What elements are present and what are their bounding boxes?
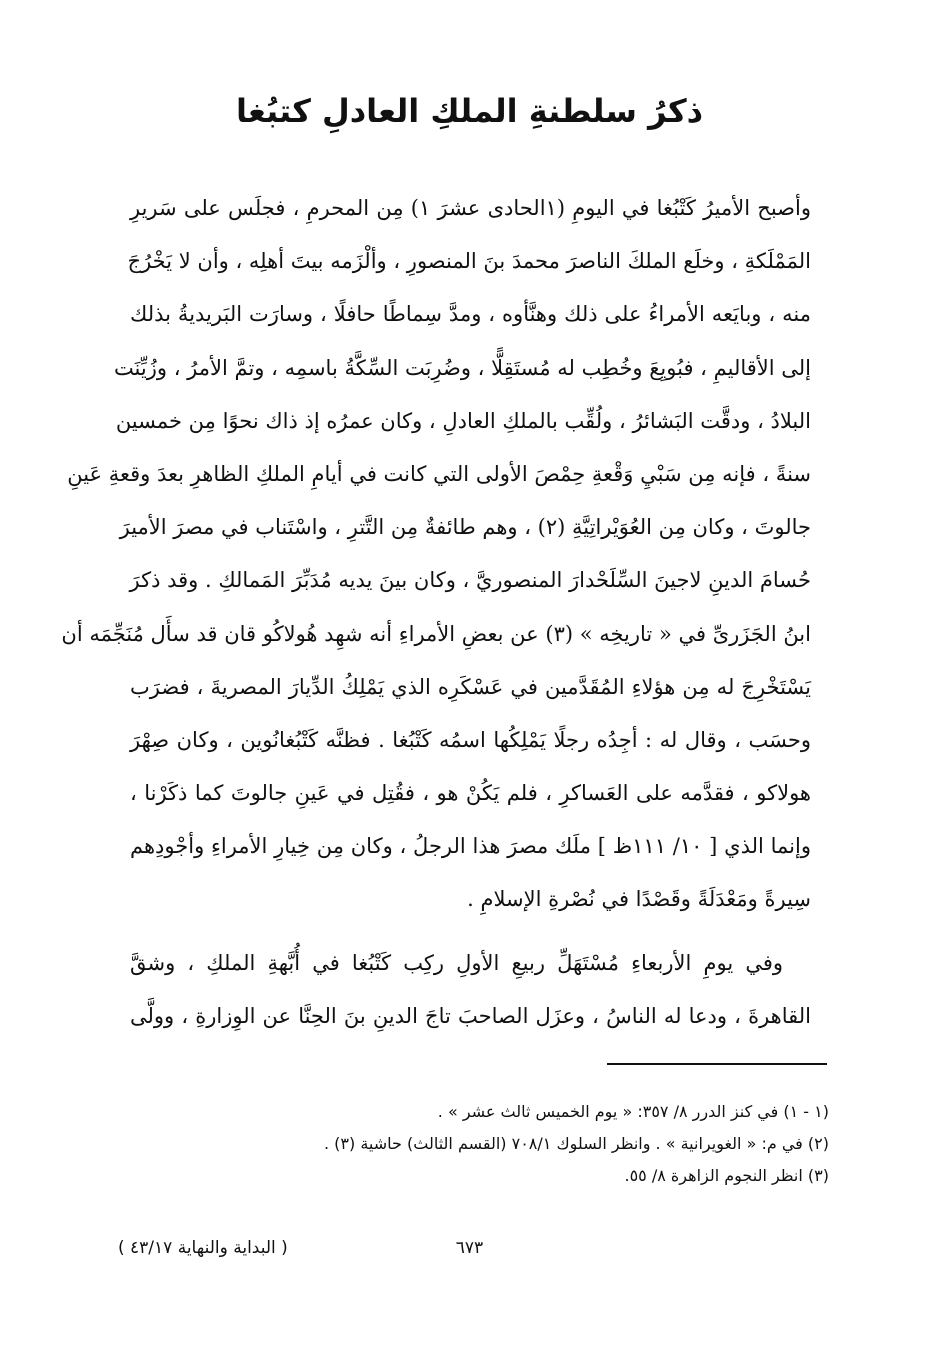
source-reference: ( البداية والنهاية ٤٣/١٧ ) <box>118 1238 288 1258</box>
footnote: (٣) انظر النجوم الزاهرة ٨/ ٥٥. <box>624 1166 829 1185</box>
text-line: المَمْلَكةِ ، وخلَع الملكَ الناصرَ محمدَ بنَ المنصورِ ، وألْزَمه بيتَ أهلِه ، وأن لا يَخْرُجَ <box>127 249 811 274</box>
text-line: القاهرةَ ، ودعا له الناسُ ، وعزَل الصاحبَ تاجَ الدينِ بنَ الحِنَّا عن الوِزارةِ ، وولَّى <box>130 1003 811 1028</box>
text-line: وإنما الذي [ ١٠/ ١١١ظ ] ملَك مصرَ هذا الرجلُ ، وكان مِن خِيارِ الأمراءِ وأجْودِهم <box>130 834 811 859</box>
main-text <box>61 182 811 1043</box>
footnotes <box>300 1096 829 1192</box>
page-footer <box>0 1238 939 1268</box>
text-line: وأصبح الأميرُ كَتْبُغا في اليومِ (١الحادى عشرَ ١) مِن المحرمِ ، فجلَس على سَريرِ <box>130 196 811 220</box>
text-line: منه ، وبايَعه الأمراءُ على ذلك وهنَّأوه ، ومدَّ سِماطًا حافلًا ، وسارَت البَريديةُ بذلك <box>130 302 811 327</box>
text-line: سنةً ، فإنه مِن سَبْيِ وَقْعةِ حِمْصَ الأولى التي كانت في أيامِ الملكِ الظاهرِ بعدَ وقعةِ عَينِ <box>67 461 811 486</box>
text-line: جالوتَ ، وكان مِن العُوَيْراتِيَّةِ (٢) ، وهم طائفةٌ مِن التَّترِ ، واسْتَناب في مصرَ الأميرَ <box>119 515 811 540</box>
text-line: هولاكو ، فقدَّمه على العَساكرِ ، فلم يَكُنْ هو ، فقُتِل في عَينِ جالوتَ كما ذكَرْنا ، <box>130 781 811 806</box>
text-line: حُسامَ الدينِ لاجينَ السِّلَحْدارَ المنصوريَّ ، وكان بينَ يديه مُدَبِّرَ المَمالكِ . وقد ذكرَ <box>129 568 811 593</box>
page-number: ٦٧٣ <box>455 1238 484 1258</box>
paragraph-2 <box>130 937 811 1043</box>
footnote: (١ - ١) في كنز الدرر ٨/ ٣٥٧: « يوم الخميس ثالث عشر » . <box>437 1102 829 1121</box>
text-line: إلى الأقاليمِ ، فبُويِعَ وخُطِب له مُستَقِلًّا ، وضُرِبَت السِّكَّةُ باسمِه ، وتمَّ الأمرُ ، وزُيِّنَت <box>113 355 811 380</box>
text-line: وفي يومِ الأربعاءِ مُسْتَهَلِّ ربيعِ الأولِ ركِب كَتْبُغا في أُبَّهةِ الملكِ ، وشقَّ <box>130 950 783 975</box>
text-line: وحسَب ، وقال له : أجِدُه رجلًا يَمْلِكُها اسمُه كَتْبُغا . فظنَّه كَتْبُغانُوين ، وكان صِهْرَ <box>130 727 811 752</box>
paragraph-1 <box>61 182 811 927</box>
paragraph-gap <box>130 927 811 937</box>
text-line: يَسْتَخْرِجَ له مِن هؤلاءِ المُقَدَّمين في عَسْكَرِه الذي يَمْلِكُ الدِّيارَ المصريةَ ، فضرَب <box>130 674 811 699</box>
footnote-separator <box>607 1063 827 1065</box>
chapter-title: ذكرُ سلطنةِ الملكِ العادلِ كتبُغا <box>235 92 704 130</box>
text-line: البلادُ ، ودقَّت البَشائرُ ، ولُقِّب بالملكِ العادلِ ، وكان عمرُه إذ ذاك نحوًا مِن خمسين <box>115 408 811 433</box>
text-line: سِيرةً ومَعْدَلَةً وقَصْدًا في نُصْرةِ الإسلامِ . <box>467 887 811 912</box>
footnote: (٢) في م: « الغويرانية » . وانظر السلوك ٧٠٨/١ (القسم الثالث) حاشية (٣) . <box>324 1134 829 1153</box>
text-line: ابنُ الجَزَرىِّ في « تاريخِه » (٣) عن بعضِ الأمراءِ أنه شهِد هُولاكُو قان قد سأَل مُنَجِّمَه أن <box>61 621 811 646</box>
